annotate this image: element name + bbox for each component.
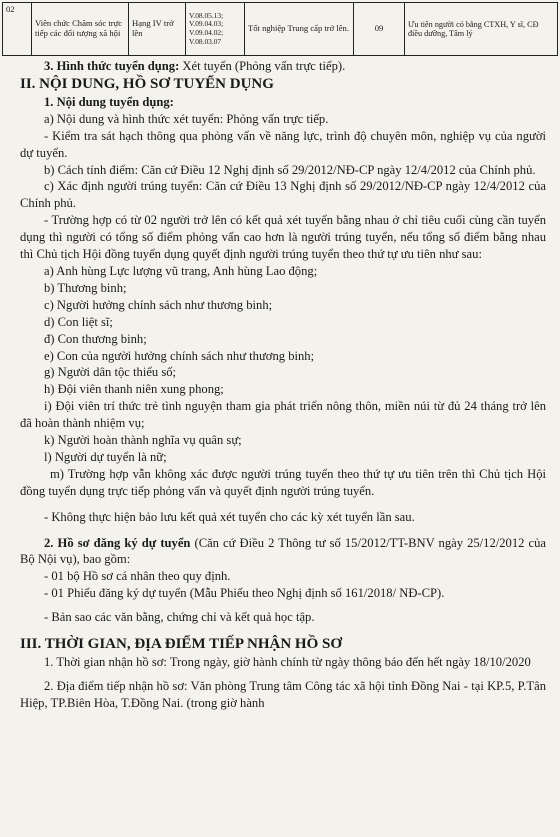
list-item: b) Thương binh;: [44, 280, 127, 295]
paragraph-place: 2. Địa điểm tiếp nhận hồ sơ: Văn phòng Trung tâm Công tác xã hội tỉnh Đồng Nai - tại KP.5, P.Tân Hiệp, TP.Biên Hòa, T.Đồng Nai. (trong giờ hành: [20, 679, 546, 710]
position-cell: Viên chức Chăm sóc trực tiếp các đối tượng xã hội: [32, 3, 129, 56]
requirement-cell: Tốt nghiệp Trung cấp trở lên.: [245, 3, 354, 56]
document-item: - Bản sao các văn bằng, chứng chỉ và kết quả học tập.: [44, 610, 315, 625]
list-item: e) Con của người hưởng chính sách như thương binh;: [44, 348, 315, 363]
list-item: i) Đội viên trí thức trẻ tình nguyện tham gia phát triển nông thôn, miền núi từ đủ 24 tháng trở lên đã hoàn thành nhiệm vụ;: [20, 399, 546, 431]
list-item: k) Người hoàn thành nghĩa vụ quân sự;: [44, 433, 242, 448]
heading-ii: II. NỘI DUNG, HỒ SƠ TUYỂN DỤNG: [20, 75, 274, 92]
code-1: V.08.05.13;: [189, 10, 224, 20]
code-3: V.09.04.02;: [189, 28, 224, 37]
code-2: V.09.04.03;: [189, 19, 224, 29]
list-item: g) Người dân tộc thiểu số;: [44, 365, 177, 380]
priority-cell: Ưu tiên người có bằng CTXH, Y sĩ, CĐ điều dưỡng, Tâm lý: [405, 3, 558, 56]
codes-cell: [186, 3, 245, 56]
paragraph-b: b) Cách tính điểm: Căn cứ Điều 12 Nghị định số 29/2012/NĐ-CP ngày 12/4/2012 của Chính phủ.: [44, 162, 536, 177]
paragraph-c: c) Xác định người trúng tuyển: Căn cứ Điều 13 Nghị định số 29/2012/NĐ-CP ngày 12/4/2012 của Chính phủ.: [20, 179, 546, 211]
list-item: h) Đội viên thanh niên xung phong;: [44, 382, 224, 397]
list-item: l) Người dự tuyển là nữ;: [44, 449, 167, 464]
list-item: m) Trường hợp vẫn không xác được người trúng tuyển theo thứ tự ưu tiên trên thì Chủ tịch Hội đồng tuyển dụng trực tiếp phỏng vấn và quyết định người trúng tuyển.: [20, 466, 546, 498]
row-number: 02: [3, 3, 32, 56]
code-4: V.08.03.07: [189, 36, 222, 46]
paragraph-a: a) Nội dung và hình thức xét tuyển: Phỏng vấn trực tiếp.: [44, 111, 329, 126]
list-item: a) Anh hùng Lực lượng vũ trang, Anh hùng Lao động;: [44, 263, 318, 278]
list-item: c) Người hưởng chính sách như thương binh;: [44, 297, 273, 312]
paragraph-dash-1: - Kiểm tra sát hạch thông qua phỏng vấn về năng lực, trình độ chuyên môn, nghiệp vụ của người dự tuyển.: [20, 128, 546, 160]
heading-iii: III. THỜI GIAN, ĐỊA ĐIỂM TIẾP NHẬN HỒ SƠ: [20, 636, 343, 653]
paragraph-dash-3: - Không thực hiện bảo lưu kết quả xét tuyển cho các kỳ xét tuyển lần sau.: [44, 509, 415, 524]
section-3-text: Xét tuyển (Phỏng vấn trực tiếp).: [179, 59, 346, 73]
list-item: d) Con liệt sĩ;: [44, 314, 113, 329]
paragraph-dash-2: - Trường hợp có từ 02 người trở lên có kết quả xét tuyển bằng nhau ở chỉ tiêu cuối cùng cần tuyển dụng thì người có tổng số điểm phỏng vấn cao hơn là người trúng tuyển, nếu tổng số điểm bằng nhau thì Chủ tịch Hội đồng tuyển dụng quyết định người trúng tuyển theo thứ tự ưu tiên như sau:: [20, 213, 546, 262]
subheading-2-label: 2. Hồ sơ đăng ký dự tuyển: [44, 535, 191, 550]
document-item: - 01 bộ Hồ sơ cá nhân theo quy định.: [44, 569, 231, 584]
subheading-1: 1. Nội dung tuyển dụng:: [44, 94, 174, 109]
section-3: [20, 58, 546, 75]
document-body: [20, 58, 546, 712]
table-row: [3, 3, 558, 56]
paragraph-time: 1. Thời gian nhận hồ sơ: Trong ngày, giờ hành chính từ ngày thông báo đến hết ngày 18/10/2020: [44, 655, 531, 670]
subheading-2: [20, 535, 546, 569]
section-3-label: 3. Hình thức tuyển dụng:: [44, 59, 180, 73]
list-item: đ) Con thương binh;: [44, 331, 147, 346]
quantity-cell: 09: [354, 3, 405, 56]
rank-cell: Hạng IV trở lên: [129, 3, 186, 56]
document-item: - 01 Phiếu đăng ký dự tuyển (Mẫu Phiếu theo Nghị định số 161/2018/ NĐ-CP).: [44, 586, 445, 601]
recruitment-table-row: [2, 2, 558, 56]
subheading-2-text: (Căn cứ Điều 2 Thông tư số 15/2012/TT-BNV ngày 25/12/2012 của Bộ Nội vụ), bao gồm:: [20, 535, 546, 567]
